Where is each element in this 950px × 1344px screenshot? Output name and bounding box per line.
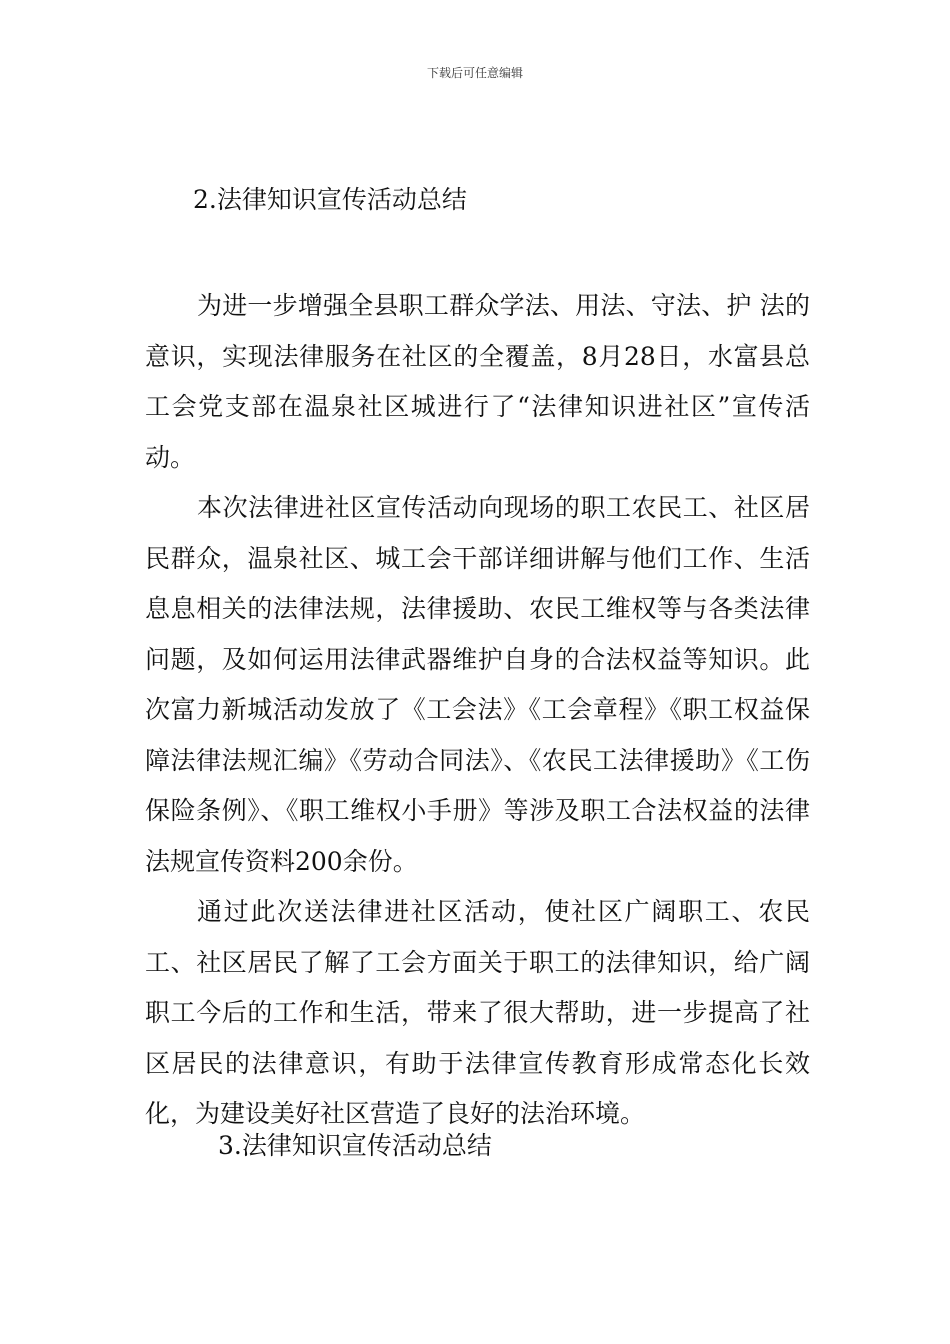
section-heading-2: 2.法律知识宣传活动总结 bbox=[193, 185, 467, 214]
paragraph-3: 通过此次送法律进社区活动，使社区广阔职工、农民工、社区居民了解了工会方面关于职工的法律知识，给广阔职工今后的工作和生活，带来了很大帮助，进一步提高了社区居民的法律意识，有助于法律宣传教育形成常态化长效化，为建设美好社区营造了良好的法治环境。 bbox=[145, 897, 810, 1128]
page-header-watermark: 下载后可任意编辑 bbox=[426, 66, 523, 80]
section-heading-3: 3.法律知识宣传活动总结 bbox=[218, 1131, 492, 1160]
document-body bbox=[145, 281, 810, 1140]
paragraph-1: 为进一步增强全县职工群众学法、用法、守法、护 法的意识，实现法律服务在社区的全覆盖，8月28日，水富县总工会党支部在温泉社区城进行了“法律知识进社区”宣传活动。 bbox=[145, 291, 810, 472]
paragraph-2: 本次法律进社区宣传活动向现场的职工农民工、社区居民群众，温泉社区、城工会干部详细讲解与他们工作、生活息息相关的法律法规，法律援助、农民工维权等与各类法律问题，及如何运用法律武器维护自身的合法权益等知识。此次富力新城活动发放了《工会法》《工会章程》《职工权益保障法律法规汇编》《劳动合同法》、《农民工法律援助》《工伤保险条例》、《职工维权小手册》等涉及职工合法权益的法律法规宣传资料200余份。 bbox=[145, 493, 810, 876]
